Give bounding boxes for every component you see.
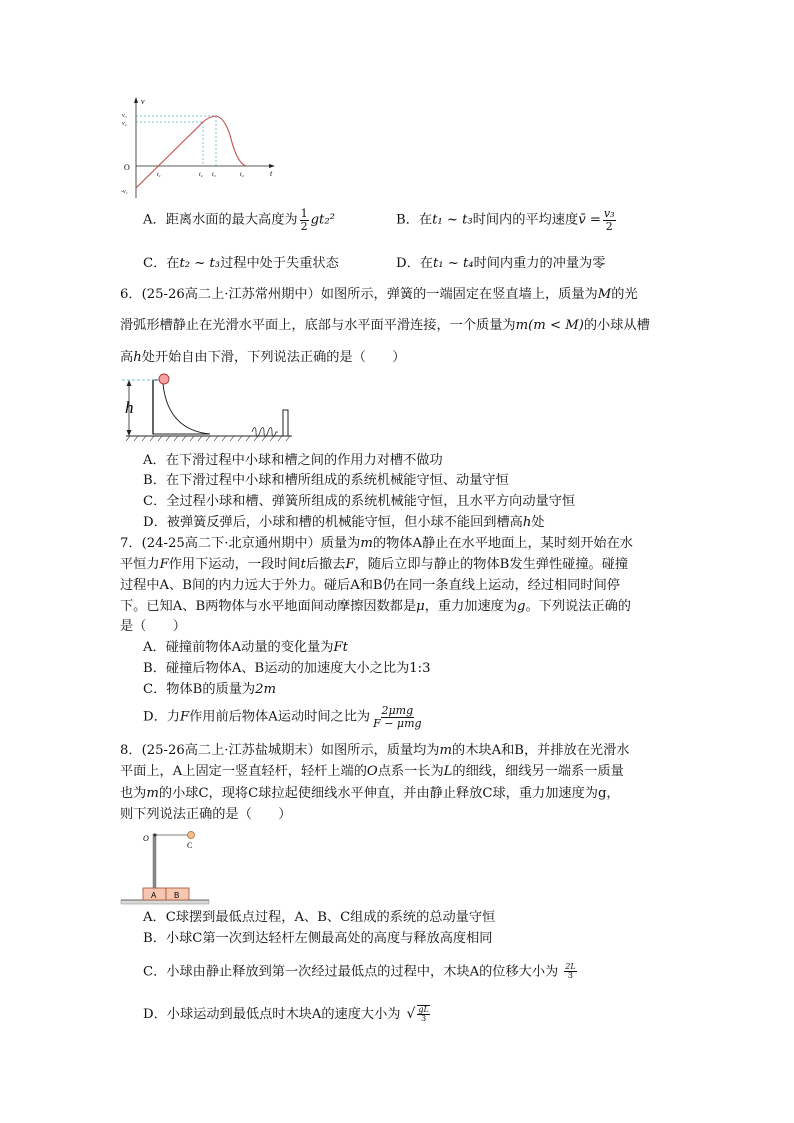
q5-option-c-text: C．在: [143, 256, 180, 271]
q5-option-a-text: A．距离水面的最大高度为: [143, 212, 298, 228]
q6-option-b: B．在下滑过程中小球和槽所组成的系统机械能守恒、动量守恒: [143, 473, 509, 488]
q6-var-h: h: [522, 515, 532, 530]
fraction-denominator: F − μmg: [373, 716, 422, 730]
origin-label: O: [124, 163, 130, 172]
q6-var-M: M: [597, 287, 612, 302]
q8-option-d-fraction: [417, 1005, 429, 1024]
q8-option-b: B．小球C第一次到达轻杆左侧最高处的高度与释放高度相同: [143, 931, 493, 946]
q8-stem-tail: 的细线，细线另一端系一质量: [452, 764, 624, 779]
q6-var-m: m(m < M): [515, 318, 584, 333]
q7-option-a-text: A．碰撞前物体A动量的变化量为: [143, 640, 334, 655]
q5-option-a-formula: gt₂²: [310, 212, 335, 228]
q7-stem-line-3: 过程中A、B间的内力远大于外力。碰后A和B仍在同一条直线上运动，经过相同时间停: [120, 578, 620, 593]
pivot-o: [154, 834, 157, 837]
q7-option-c-formula: 2m: [255, 682, 276, 697]
q7-stem-text-2: 作用下运动，一段时间: [168, 557, 301, 572]
q8-stem-text-2: 点系一长为: [377, 764, 444, 779]
q7-stem-text: 平恒力: [120, 557, 160, 572]
q8-stem-tail: 的小球C，现将C球拉起使细线水平伸直，并由静止释放C球，重力加速度为g，: [158, 786, 620, 801]
q8-var-m: m: [146, 786, 159, 801]
block-b-label: B: [174, 891, 180, 900]
block-a-label: A: [151, 891, 157, 900]
q8-stem-line-4: 则下列说法正确的是（ ）: [120, 807, 292, 822]
q5-option-d-range: t₁ ~ t₄: [432, 256, 474, 271]
q7-stem-line-5: 是（ ）: [120, 619, 186, 634]
q6-option-a: A．在下滑过程中小球和槽之间的作用力对槽不做功: [143, 453, 443, 468]
fraction-numerator: 2L: [565, 962, 576, 971]
q7-stem-tail: 。下列说法正确的: [525, 599, 631, 614]
ball-c: [188, 832, 195, 839]
q5-option-c-range: t₂ ~ t₃: [179, 256, 221, 271]
q8-option-d-text: D．小球运动到最低点时木块A的速度大小为: [143, 1006, 401, 1022]
q5-option-b-range: t₁ ~ t₃: [432, 212, 473, 228]
q7-option-d-text: D．力: [143, 709, 180, 725]
q8-option-c-fraction: [564, 963, 576, 981]
q7-option-a-formula: Ft: [333, 640, 348, 655]
axis-v-label: v: [141, 97, 145, 106]
q6-stem-text: 6．(25-26高二上·江苏常州期中）如图所示，弹簧的一端固定在竖直墙上，质量为: [120, 287, 598, 302]
q7-var-F-2: F: [345, 557, 355, 572]
fraction-numerator: v₃: [603, 207, 615, 220]
q7-option-d-mid: 作用前后物体A运动时间之比为: [189, 709, 371, 725]
t1-label: t₁: [157, 172, 161, 178]
sqrt-sign: √: [406, 1005, 416, 1022]
fraction-numerator: gL: [418, 1005, 429, 1014]
q8-var-O: O: [366, 764, 378, 779]
q6-option-c: C．全过程小球和槽、弹簧所组成的系统机械能守恒，且水平方向动量守恒: [143, 494, 576, 509]
q7-stem-tail: ，随后立即与静止的物体B发生弹性碰撞。碰撞: [354, 557, 629, 572]
q7-var-F: F: [159, 557, 169, 572]
q5-option-b-vbar: v̄ =: [578, 212, 601, 228]
fraction-denominator: 2: [605, 219, 613, 233]
q6-stem-text: 高: [120, 350, 134, 365]
q8-stem-text: 也为: [120, 786, 147, 801]
q7-stem-text: 下。已知A、B两物体与水平地面间动摩擦因数都是: [120, 599, 417, 614]
fraction-numerator: 1: [300, 207, 308, 220]
q7-stem-text-2: ，重力加速度为: [424, 599, 518, 614]
q6-stem-text: 滑弧形槽静止在光滑水平面上，底部与水平面平滑连接，一个质量为: [120, 318, 516, 333]
q8-option-c: [143, 963, 579, 981]
q7-var-g: g: [517, 599, 526, 614]
v3-label: v₃: [122, 113, 127, 119]
q8-var-L: L: [443, 764, 453, 779]
axis-t-label: t: [270, 169, 273, 178]
q7-stem-text: 7．(24-25高二下·北京通州期中）质量为: [120, 536, 361, 551]
ball-c-label: C: [187, 841, 193, 850]
q5-option-d-tail: 时间内重力的冲量为零: [473, 256, 606, 271]
q7-stem-tail: 的物体A静止在水平地面上，某时刻开始在水: [372, 536, 633, 551]
q8-option-c-text: C．小球由静止释放到第一次经过最低点的过程中，木块A的位移大小为: [143, 964, 559, 980]
q8-stem-text: 8．(25-26高二上·江苏盐城期末）如图所示，质量均为: [120, 743, 440, 758]
pivot-o-label: O: [143, 834, 149, 843]
q6-option-d-text: D．被弹簧反弹后，小球和槽的机械能守恒，但小球不能回到槽高: [143, 515, 523, 530]
fraction-numerator: 2μmg: [381, 704, 414, 717]
t3-label: t₃: [212, 172, 216, 178]
q5-option-d-text: D．在: [396, 256, 433, 271]
q8-stem-tail: 的木块A和B，并排放在光滑水: [452, 743, 630, 758]
fraction-denominator: 3: [567, 971, 573, 981]
q7-stem-text-3: 后撤去: [305, 557, 346, 572]
q6-var-h: h: [133, 350, 142, 365]
q8-stem-text: 平面上，A上固定一竖直轻杆，轻杆上端的: [120, 764, 367, 779]
q6-stem-tail: 的小球从槽: [583, 318, 650, 333]
q7-option-b: B．碰撞后物体A、B运动的加速度大小之比为1:3: [143, 661, 431, 676]
fraction-denominator: 2: [300, 219, 308, 233]
height-label: h: [125, 398, 134, 417]
q6-stem-tail: 处开始自由下滑，下列说法正确的是（ ）: [141, 350, 406, 365]
fraction-denominator: 3: [421, 1014, 427, 1024]
neg-v1-label: -v₁: [121, 189, 128, 195]
q5-option-b-mid: 时间内的平均速度: [472, 212, 579, 228]
t2-label: t₂: [199, 172, 203, 178]
q7-var-m: m: [360, 536, 373, 551]
q8-var-m: m: [439, 743, 453, 758]
q7-var-F: F: [179, 709, 190, 725]
v2-label: v₂: [122, 121, 127, 127]
q8-option-d: [143, 1005, 432, 1024]
q6-stem-tail: 的光: [611, 287, 638, 302]
q7-var-mu: μ: [416, 599, 425, 614]
q8-option-a: A．C球摆到最低点过程，A、B、C组成的系统的总动量守恒: [143, 910, 496, 925]
q5-option-b-text: B．在: [396, 212, 433, 228]
q7-option-c-text: C．物体B的质量为: [143, 682, 256, 697]
q6-option-d-tail: 处: [531, 515, 545, 530]
rod: [153, 834, 156, 888]
q7-var-t: t: [300, 557, 306, 572]
t4-label: t₄: [240, 172, 244, 178]
q5-option-c-tail: 过程中处于失重状态: [220, 256, 339, 271]
